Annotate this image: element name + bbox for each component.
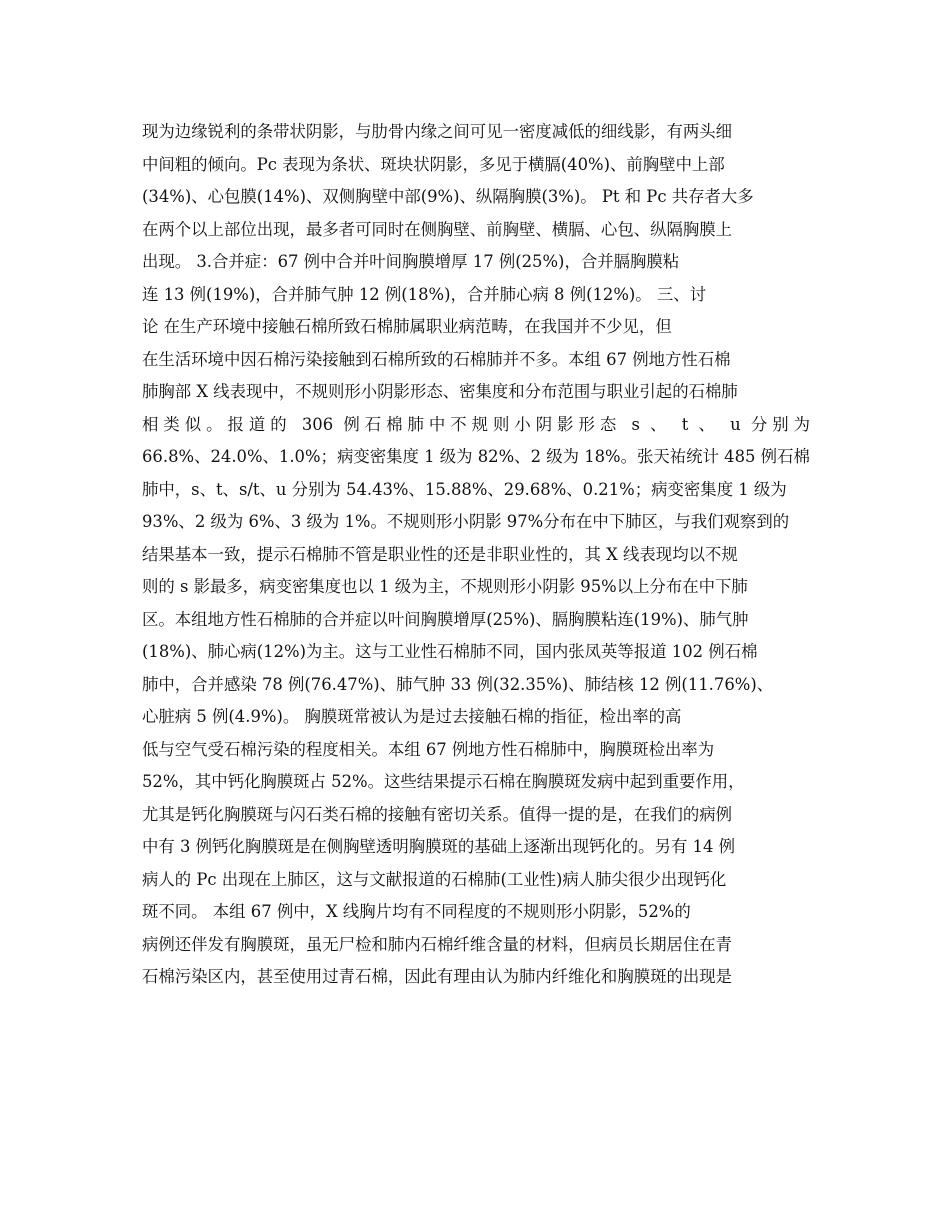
text-line: 心脏病 5 例(4.9%)。 胸膜斑常被认为是过去接触石棉的指征，检出率的高 xyxy=(142,707,682,726)
text-line: 尤其是钙化胸膜斑与闪石类石棉的接触有密切关系。值得一提的是，在我们的病例 xyxy=(142,804,733,824)
text-line: 病人的 Pc 出现在上肺区，这与文献报道的石棉肺(工业性)病人肺尖很少出现钙化 xyxy=(142,869,727,889)
text-line: 93%、2 级为 6%、3 级为 1%。不规则形小阴影 97%分布在中下肺区，与我们观察到的 xyxy=(142,512,790,531)
text-line: 出现。 3.合并症：67 例中合并叶间胸膜增厚 17 例(25%)，合并膈胸膜粘 xyxy=(142,252,680,271)
text-line: 在两个以上部位出现，最多者可同时在侧胸壁、前胸壁、横膈、心包、纵隔胸膜上 xyxy=(142,219,733,239)
text-line: 连 13 例(19%)，合并肺气肿 12 例(18%)，合并肺心病 8 例(12%)。 三、讨 xyxy=(142,284,707,304)
text-line: 结果基本一致，提示石棉肺不管是职业性的还是非职业性的，其 X 线表现均以不规 xyxy=(142,544,738,564)
body-text xyxy=(142,116,810,994)
text-line: 则的 s 影最多，病变密集度也以 1 级为主，不规则形小阴影 95%以上分布在中下肺 xyxy=(142,577,748,596)
text-line: (18%)、肺心病(12%)为主。这与工业性石棉肺不同，国内张凤英等报道 102 例石棉 xyxy=(142,642,758,661)
text-line: 中间粗的倾向。Pc 表现为条状、斑块状阴影，多见于横膈(40%)、前胸壁中上部 xyxy=(142,154,725,174)
text-line: 66.8%、24.0%、1.0%；病变密集度 1 级为 82%、2 级为 18%。张天祐统计 485 例石棉 xyxy=(142,447,810,466)
text-line: 肺中，合并感染 78 例(76.47%)、肺气肿 33 例(32.35%)、肺结核 12 例(11.76%)、 xyxy=(142,674,774,694)
text-line: 肺胸部 X 线表现中，不规则形小阴影形态、密集度和分布范围与职业引起的石棉肺 xyxy=(142,382,738,401)
text-line: 区。本组地方性石棉肺的合并症以叶间胸膜增厚(25%)、膈胸膜粘连(19%)、肺气肿 xyxy=(142,609,749,629)
text-line: 病例还伴发有胸膜斑，虽无尸检和肺内石棉纤维含量的材料，但病员长期居住在青 xyxy=(142,934,733,954)
text-line: 52%，其中钙化胸膜斑占 52%。这些结果提示石棉在胸膜斑发病中起到重要作用， xyxy=(142,772,745,791)
text-line: 相类似。报道的 306 例石棉肺中不规则小阴影形态 s 、 t 、 u 分别为 xyxy=(142,414,810,434)
text-line: 论 在生产环境中接触石棉所致石棉肺属职业病范畴，在我国并不少见，但 xyxy=(142,317,672,336)
text-line: 肺中，s、t、s/t、u 分别为 54.43%、15.88%、29.68%、0.21%；病变密集度 1 级为 xyxy=(142,479,787,499)
text-line: 在生活环境中因石棉污染接触到石棉所致的石棉肺并不多。本组 67 例地方性石棉 xyxy=(142,349,731,369)
text-line: 斑不同。 本组 67 例中，X 线胸片均有不同程度的不规则形小阴影，52%的 xyxy=(142,902,691,921)
text-line: 石棉污染区内，甚至使用过青石棉，因此有理由认为肺内纤维化和胸膜斑的出现是 xyxy=(142,967,733,986)
text-line: 现为边缘锐利的条带状阴影，与肋骨内缘之间可见一密度减低的细线影，有两头细 xyxy=(142,122,733,141)
text-line: (34%)、心包膜(14%)、双侧胸壁中部(9%)、纵隔胸膜(3%)。 Pt 和 Pc 共存者大多 xyxy=(142,187,754,206)
text-line: 中有 3 例钙化胸膜斑是在侧胸壁透明胸膜斑的基础上逐渐出现钙化的。另有 14 例 xyxy=(142,837,736,856)
text-line: 低与空气受石棉污染的程度相关。本组 67 例地方性石棉肺中，胸膜斑检出率为 xyxy=(142,739,715,759)
